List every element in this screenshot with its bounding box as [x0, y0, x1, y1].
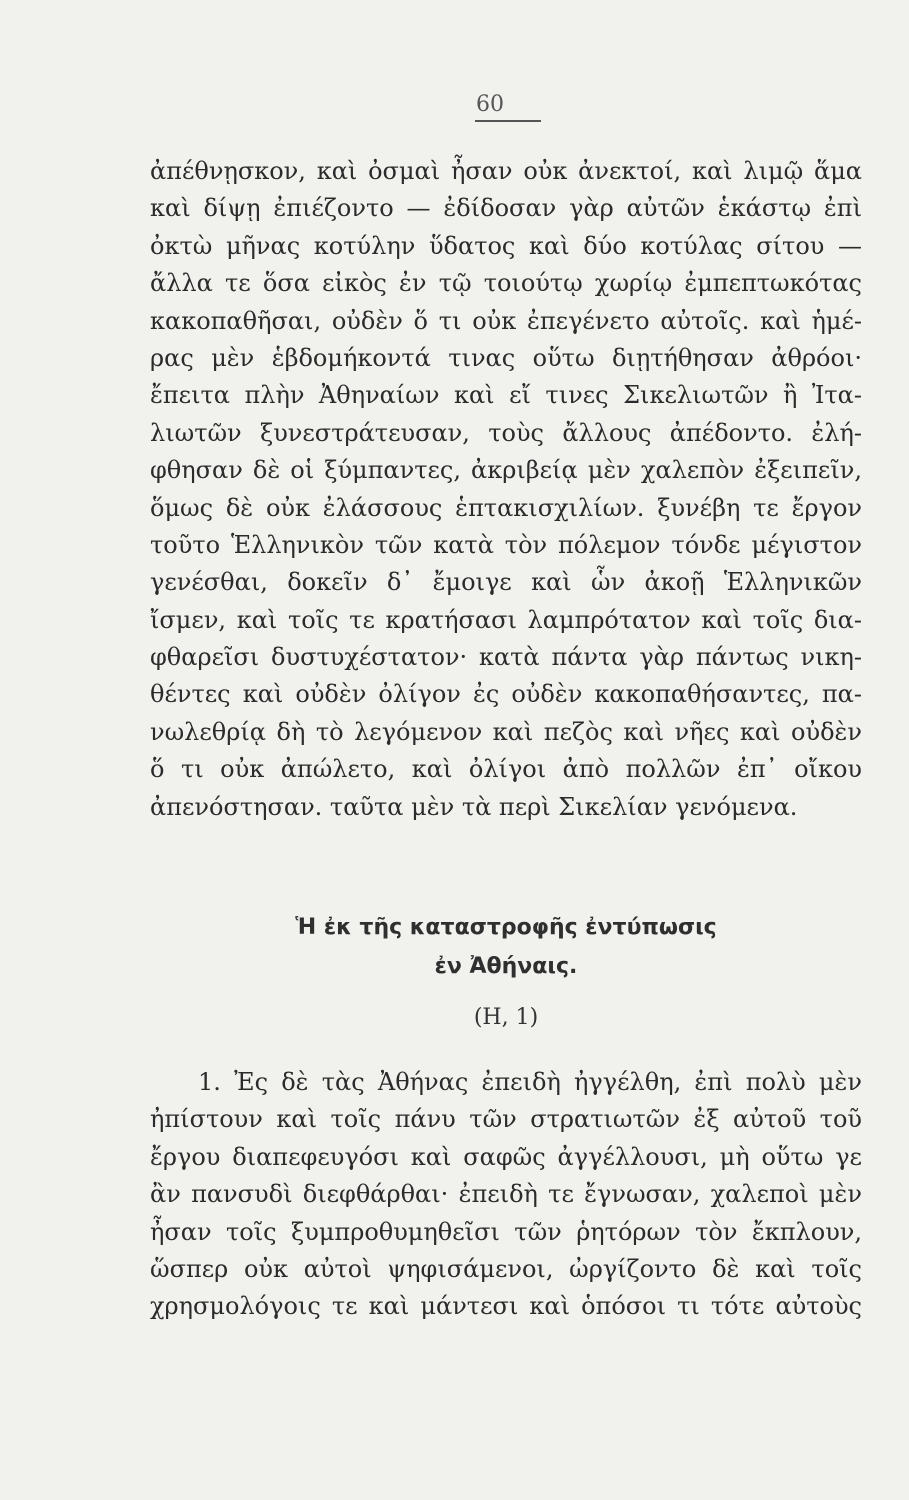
text-line: ἦσαν τοῖς ξυμπροθυμηθεῖσι τῶν ῥητόρων τὸν ἔκπλουν,	[150, 1217, 862, 1246]
text-line: ἔργου διαπεφευγόσι καὶ σαφῶς ἀγγέλλουσι, μὴ οὕτω γε	[150, 1142, 862, 1171]
text-line: φθησαν δὲ οἱ ξύμπαντες, ἀκριβείᾳ μὲν χαλεπὸν ἐξειπεῖν,	[150, 456, 862, 485]
text-line: ἠπίστουν καὶ τοῖς πάνυ τῶν στρατιωτῶν ἐξ αὐτοῦ τοῦ	[150, 1105, 862, 1134]
page-number: 60	[476, 92, 504, 117]
text-line: 1. Ἐς δὲ τὰς Ἀθήνας ἐπειδὴ ἠγγέλθη, ἐπὶ πολὺ μὲν	[198, 1068, 862, 1096]
text-line: ἴσμεν, καὶ τοῖς τε κρατήσασι λαμπρότατον καὶ τοῖς δια-	[150, 605, 862, 634]
text-line: ρας μὲν ἑβδομήκοντά τινας οὕτω διῃτήθησαν ἀθρόοι·	[150, 343, 862, 372]
text-line: ἀπενόστησαν. ταῦτα μὲν τὰ περὶ Σικελίαν γενόμενα.	[150, 792, 798, 821]
text-line: νωλεθρίᾳ δὴ τὸ λεγόμενον καὶ πεζὸς καὶ νῆες καὶ οὐδὲν	[150, 717, 862, 746]
text-line: τοῦτο Ἑλληνικὸν τῶν κατὰ τὸν πόλεμον τόνδε μέγιστον	[150, 530, 862, 559]
text-line: ἀπέθνῃσκον, καὶ ὀσμαὶ ἦσαν οὐκ ἀνεκτοί, καὶ λιμῷ ἅμα	[150, 157, 862, 185]
text-line: θέντες καὶ οὐδὲν ὀλίγον ἐς οὐδὲν κακοπαθήσαντες, πα-	[150, 680, 862, 709]
text-line: ἔπειτα πλὴν Ἀθηναίων καὶ εἴ τινες Σικελιωτῶν ἢ Ἰτα-	[150, 381, 862, 410]
paragraph-narrative-end	[150, 153, 862, 826]
text-line: φθαρεῖσι δυστυχέστατον· κατὰ πάντα γὰρ πάντως νικη-	[150, 643, 862, 672]
page-number-rule	[475, 120, 541, 122]
text-line: ὅ τι οὐκ ἀπώλετο, καὶ ὀλίγοι ἀπὸ πολλῶν ἐπ᾽ οἴκου	[150, 755, 862, 784]
text-line: κακοπαθῆσαι, οὐδὲν ὅ τι οὐκ ἐπεγένετο αὐτοῖς. καὶ ἡμέ-	[150, 306, 862, 335]
paragraph-athens-news	[150, 1064, 862, 1326]
text-line: λιωτῶν ξυνεστράτευσαν, τοὺς ἄλλους ἀπέδοντο. ἐλή-	[150, 418, 862, 447]
text-line: καὶ δίψῃ ἐπιέζοντο — ἐδίδοσαν γὰρ αὐτῶν ἑκάστῳ ἐπὶ	[150, 194, 862, 223]
section-reference: (Η, 1)	[473, 1005, 539, 1030]
text-line: ὅμως δὲ οὐκ ἐλάσσους ἑπτακισχιλίων. ξυνέβη τε ἔργον	[150, 493, 862, 522]
text-line: ὀκτὼ μῆνας κοτύλην ὕδατος καὶ δύο κοτύλας σίτου —	[150, 231, 862, 260]
text-line: ὥσπερ οὐκ αὐτοὶ ψηφισάμενοι, ὠργίζοντο δὲ καὶ τοῖς	[150, 1254, 862, 1283]
section-heading-continued: ἐν Ἀθήναις.	[434, 954, 578, 979]
text-line: ἄλλα τε ὅσα εἰκὸς ἐν τῷ τοιούτῳ χωρίῳ ἐμπεπτωκότας	[150, 269, 862, 298]
text-line: ἂν πανσυδὶ διεφθάρθαι· ἐπειδὴ τε ἔγνωσαν, χαλεποὶ μὲν	[150, 1180, 862, 1209]
section-heading: Ἡ ἐκ τῆς καταστροφῆς ἐντύπωσις	[295, 915, 717, 940]
text-line: γενέσθαι, δοκεῖν δ᾽ ἔμοιγε καὶ ὧν ἀκοῇ Ἑλληνικῶν	[150, 568, 862, 597]
text-line: χρησμολόγοις τε καὶ μάντεσι καὶ ὁπόσοι τι τότε αὐτοὺς	[150, 1292, 862, 1321]
